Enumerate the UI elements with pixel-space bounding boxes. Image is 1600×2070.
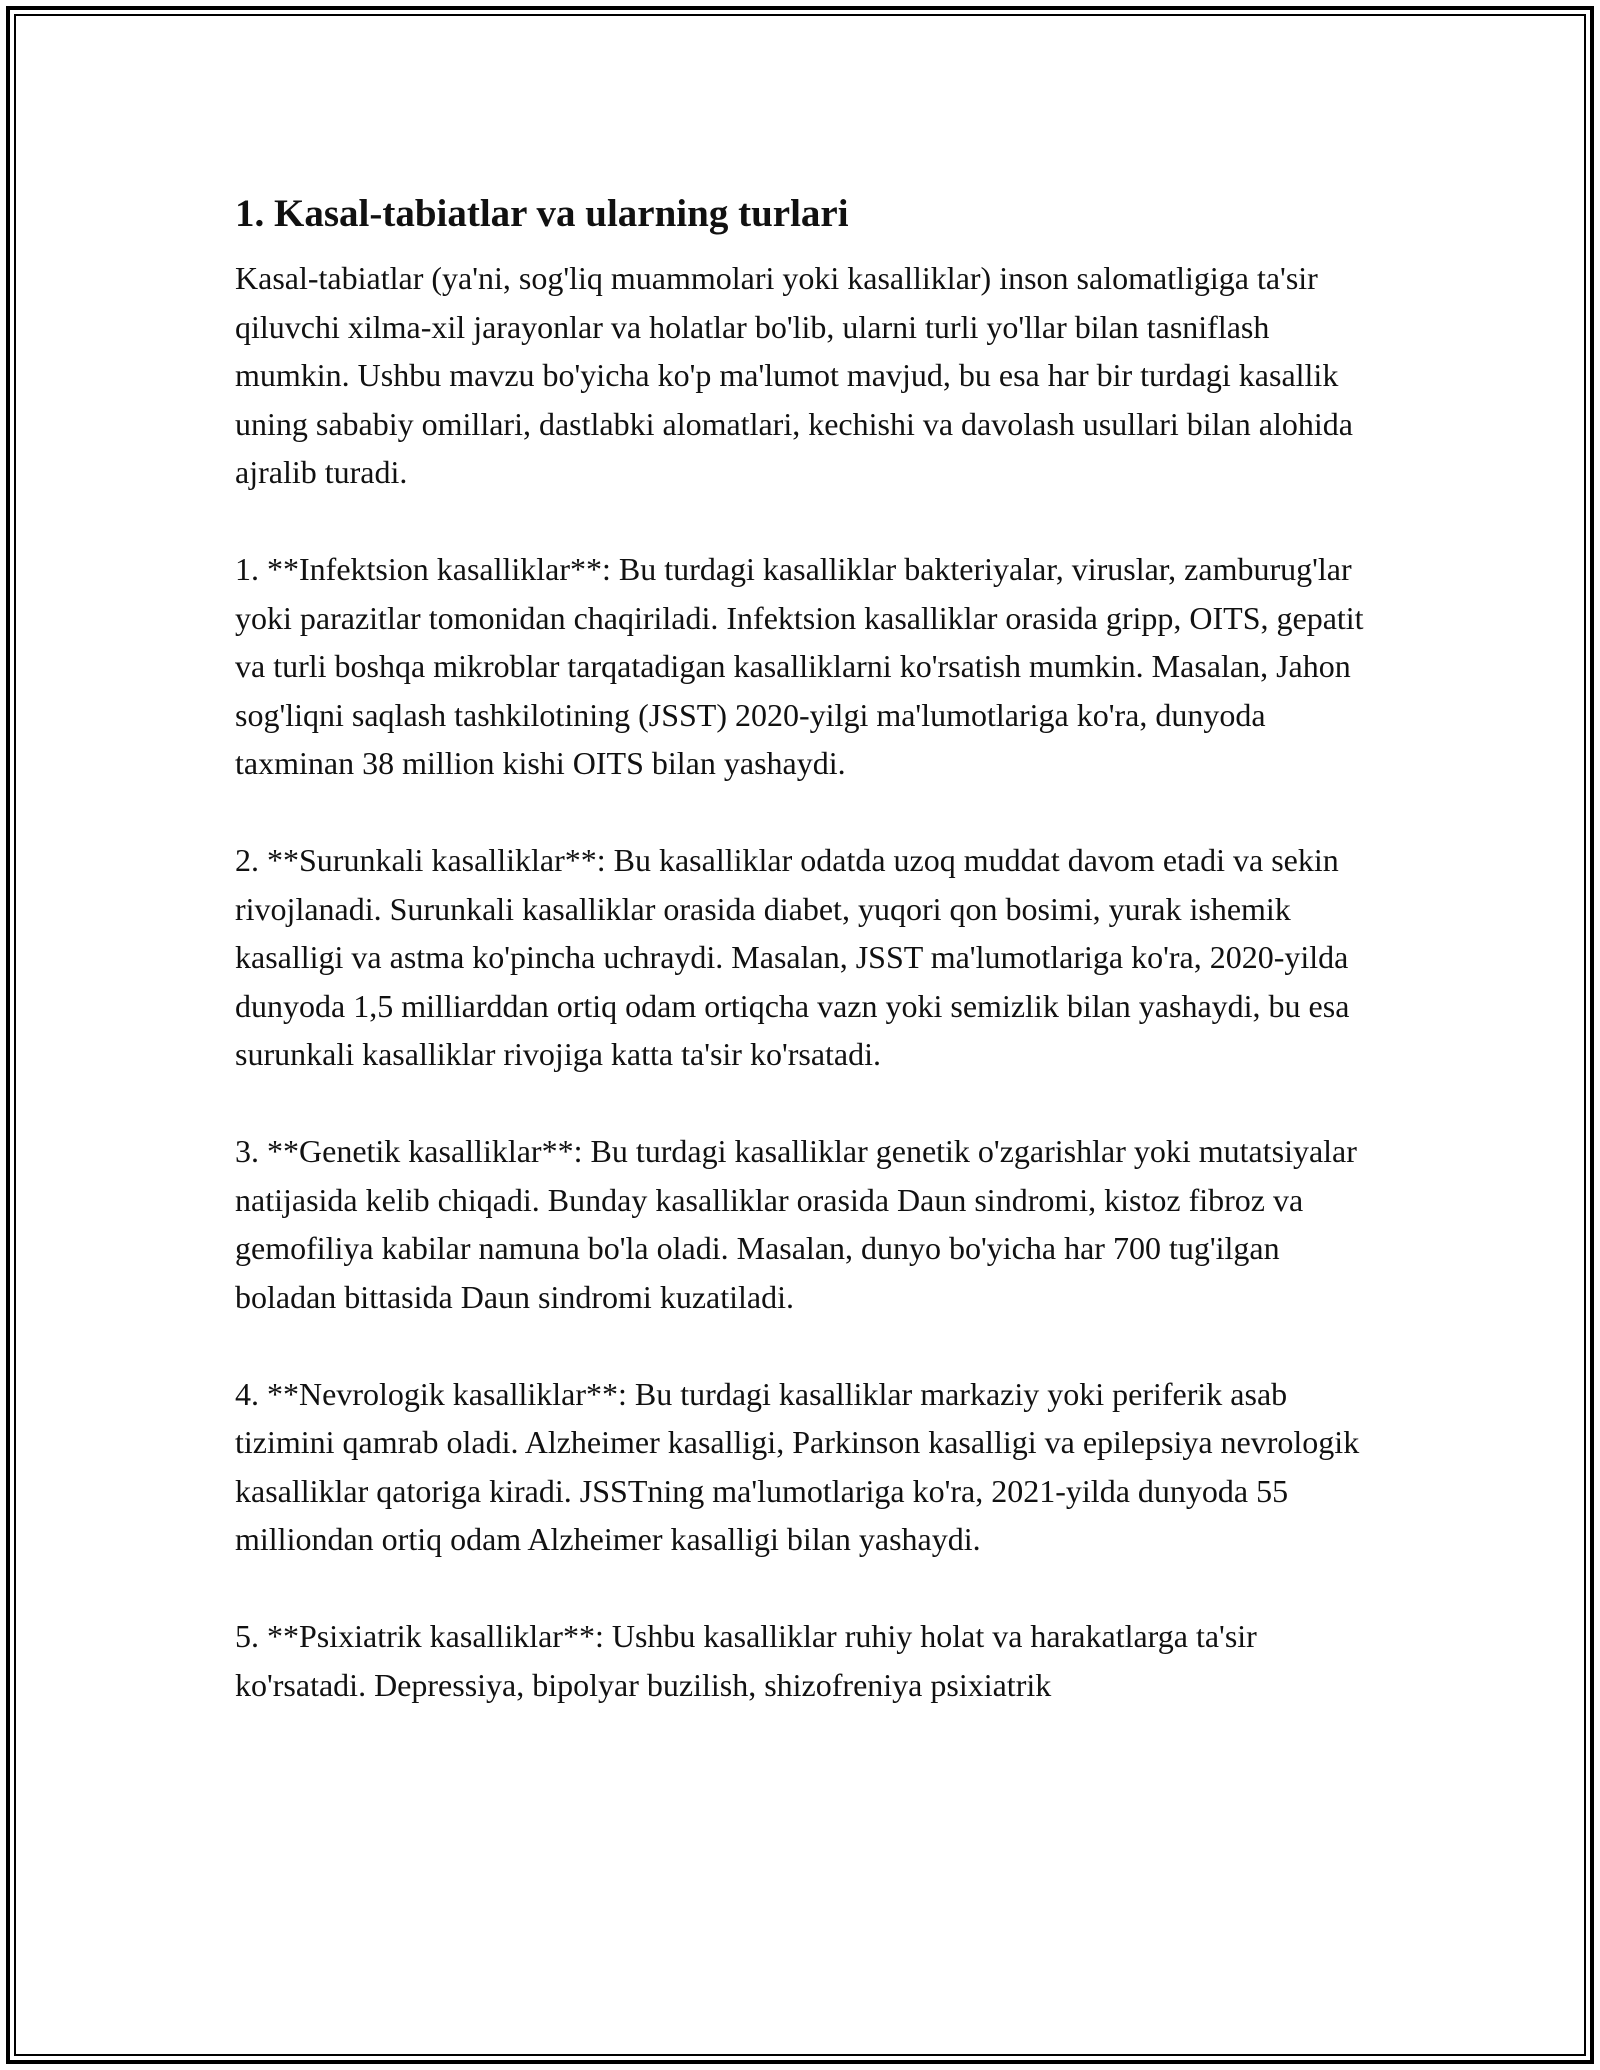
intro-paragraph: Kasal-tabiatlar (ya'ni, sog'liq muammolari yoki kasalliklar) inson salomatligiga ta'sir qiluvchi xilma-xil jarayonlar va holatlar bo'lib, ularni turli yo'llar bilan tasniflash mumkin. Ushbu mavzu bo'yicha ko'p ma'lumot mavjud, bu esa har bir turdagi kasallik uning sababiy omillari, dastlabki alomatlari, kechishi va davolash usullari bilan alohida ajralib turadi.: [235, 260, 1353, 490]
paragraph-neurological-diseases: 4. **Nevrologik kasalliklar**: Bu turdagi kasalliklar markaziy yoki periferik asab tizimini qamrab oladi. Alzheimer kasalligi, Parkinson kasalligi va epilepsiya nevrologik kasalliklar qatoriga kiradi. JSSTning ma'lumotlariga ko'ra, 2021-yilda dunyoda 55 milliondan ortiq odam Alzheimer kasalligi bilan yashaydi.: [235, 1375, 1360, 1557]
document-body: [235, 186, 1370, 1709]
section-heading: 1. Kasal-tabiatlar va ularning turlari: [235, 192, 849, 235]
paragraph-infectious-diseases: 1. **Infektsion kasalliklar**: Bu turdagi kasalliklar bakteriyalar, viruslar, zamburug'lar yoki parazitlar tomonidan chaqiriladi. Infektsion kasalliklar orasida gripp, OITS, gepatit va turli boshqa mikroblar tarqatadigan kasalliklarni ko'rsatish mumkin. Masalan, Jahon sog'liqni saqlash tashkilotining (JSST) 2020-yilgi ma'lumotlariga ko'ra, dunyoda taxminan 38 million kishi OITS bilan yashaydi.: [235, 551, 1364, 781]
paragraph-psychiatric-diseases: 5. **Psixiatrik kasalliklar**: Ushbu kasalliklar ruhiy holat va harakatlarga ta'sir ko'rsatadi. Depressiya, bipolyar buzilish, shizofreniya psixiatrik: [235, 1618, 1257, 1703]
paragraph-chronic-diseases: 2. **Surunkali kasalliklar**: Bu kasalliklar odatda uzoq muddat davom etadi va sekin rivojlanadi. Surunkali kasalliklar orasida diabet, yuqori qon bosimi, yurak ishemik kasalligi va astma ko'pincha uchraydi. Masalan, JSST ma'lumotlariga ko'ra, 2020-yilda dunyoda 1,5 milliarddan ortiq odam ortiqcha vazn yoki semizlik bilan yashaydi, bu esa surunkali kasalliklar rivojiga katta ta'sir ko'rsatadi.: [235, 842, 1350, 1072]
paragraph-genetic-diseases: 3. **Genetik kasalliklar**: Bu turdagi kasalliklar genetik o'zgarishlar yoki mutatsiyalar natijasida kelib chiqadi. Bunday kasalliklar orasida Daun sindromi, kistoz fibroz va gemofiliya kabilar namuna bo'la oladi. Masalan, dunyo bo'yicha har 700 tug'ilgan boladan bittasida Daun sindromi kuzatiladi.: [235, 1133, 1357, 1315]
